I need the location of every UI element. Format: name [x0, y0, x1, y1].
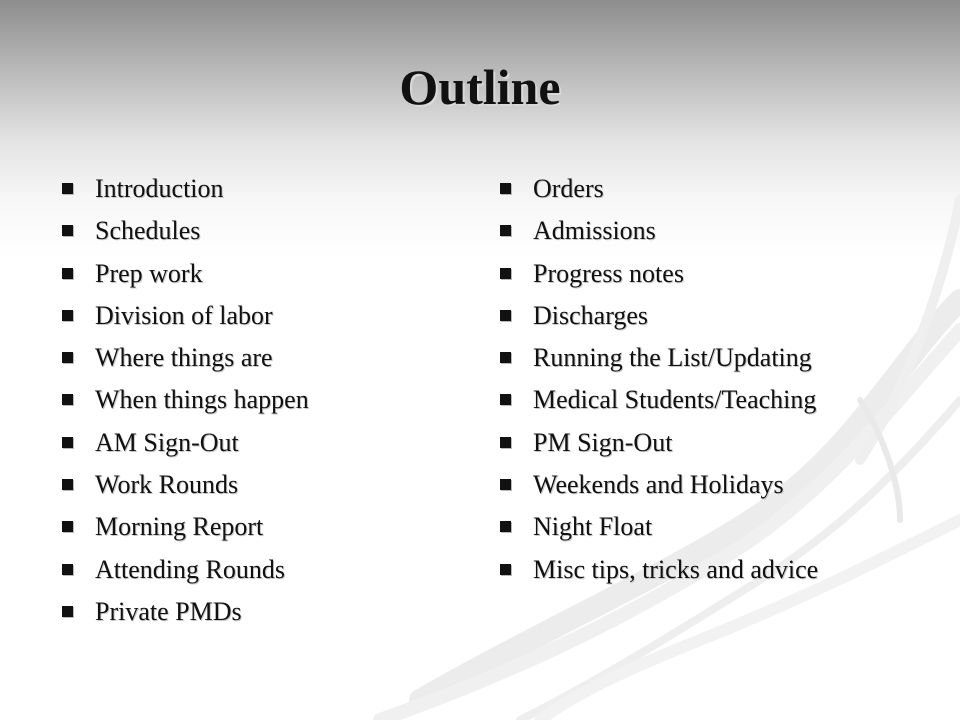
square-bullet-icon [62, 310, 73, 321]
square-bullet-icon [62, 225, 73, 236]
list-item [500, 210, 940, 252]
square-bullet-icon [500, 521, 511, 532]
list-item [62, 168, 462, 210]
square-bullet-icon [62, 394, 73, 405]
square-bullet-icon [62, 183, 73, 194]
list-item [500, 549, 940, 591]
square-bullet-icon [62, 521, 73, 532]
list-item-label: Running the List/Updating [533, 343, 812, 373]
square-bullet-icon [500, 268, 511, 279]
square-bullet-icon [500, 225, 511, 236]
square-bullet-icon [500, 310, 511, 321]
list-item [62, 591, 462, 633]
list-item-label: Schedules [95, 216, 201, 246]
list-item-label: AM Sign-Out [95, 427, 239, 457]
list-item-label: When things happen [95, 385, 309, 415]
list-item [62, 253, 462, 295]
list-item [500, 168, 940, 210]
square-bullet-icon [500, 479, 511, 490]
square-bullet-icon [62, 479, 73, 490]
list-item [500, 506, 940, 548]
list-item [62, 295, 462, 337]
list-item-label: Introduction [95, 174, 224, 203]
list-item-label: Admissions [533, 216, 656, 246]
square-bullet-icon [62, 564, 73, 575]
square-bullet-icon [500, 437, 511, 448]
square-bullet-icon [500, 352, 511, 363]
list-item-label: Where things are [95, 343, 273, 373]
list-item-label: Weekends and Holidays [533, 470, 784, 500]
list-item [500, 253, 940, 295]
list-item-label: Morning Report [95, 512, 264, 542]
square-bullet-icon [500, 183, 511, 194]
list-item-label: Attending Rounds [95, 554, 285, 584]
list-item-label: Private PMDs [95, 596, 242, 626]
list-item [500, 337, 940, 379]
square-bullet-icon [62, 268, 73, 279]
list-item-label: Medical Students/Teaching [533, 385, 817, 415]
square-bullet-icon [62, 437, 73, 448]
square-bullet-icon [500, 394, 511, 405]
list-item [62, 337, 462, 379]
list-item [62, 464, 462, 506]
list-item-label: PM Sign-Out [533, 427, 673, 457]
list-item [500, 464, 940, 506]
list-item-label: Progress notes [533, 258, 684, 288]
square-bullet-icon [62, 606, 73, 617]
list-item [62, 549, 462, 591]
list-item [62, 422, 462, 464]
list-item-label: Misc tips, tricks and advice [533, 554, 819, 584]
outline-list-right [500, 168, 940, 591]
square-bullet-icon [62, 352, 73, 363]
list-item [62, 379, 462, 421]
list-item-label: Prep work [95, 258, 203, 288]
list-item-label: Division of labor [95, 300, 273, 330]
square-bullet-icon [500, 564, 511, 575]
list-item-label: Discharges [533, 300, 649, 330]
list-item [500, 295, 940, 337]
list-item [500, 422, 940, 464]
list-item-label: Orders [533, 174, 604, 203]
list-item [62, 506, 462, 548]
outline-list-left [62, 168, 462, 633]
slide-title: Outline [399, 59, 561, 115]
list-item-label: Night Float [533, 512, 653, 542]
list-item [500, 379, 940, 421]
list-item-label: Work Rounds [95, 470, 239, 500]
list-item [62, 210, 462, 252]
